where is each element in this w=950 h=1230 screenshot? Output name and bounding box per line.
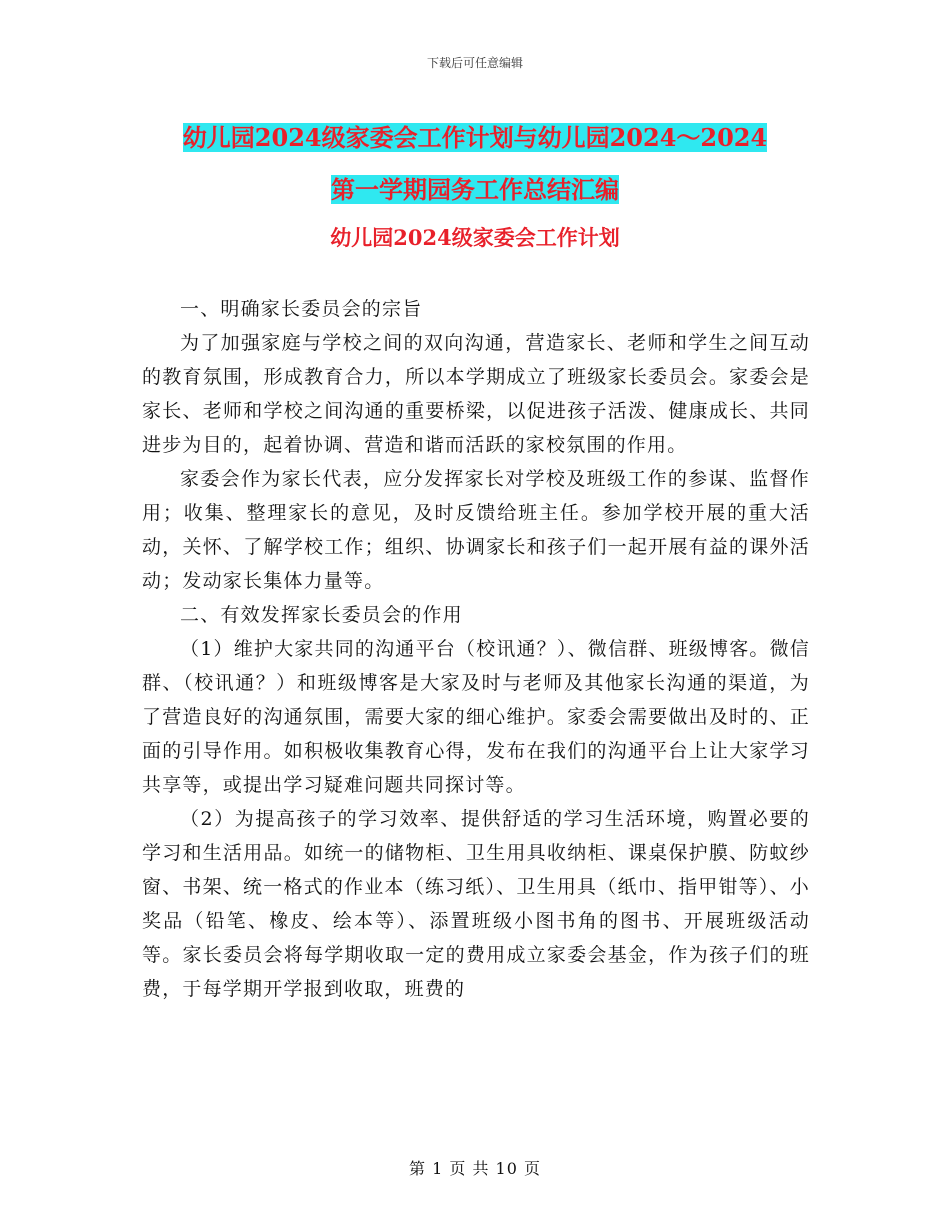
heading-purpose: 一、明确家长委员会的宗旨 bbox=[180, 298, 423, 320]
document-title-line2: 第一学期园务工作总结汇编 bbox=[331, 175, 619, 204]
heading-role: 二、有效发挥家长委员会的作用 bbox=[180, 604, 463, 626]
document-body bbox=[142, 292, 810, 1006]
paragraph: 家委会作为家长代表，应分发挥家长对学校及班级工作的参谋、监督作用；收集、整理家长的意见，及时反馈给班主任。参加学校开展的重大活动，关怀、了解学校工作；组织、协调家长和孩子们一起开展有益的课外活动；发动家长集体力量等。 bbox=[142, 468, 810, 592]
paragraph: （1）维护大家共同的沟通平台（校讯通？）、微信群、班级博客。微信群、（校讯通？）和班级博客是大家及时与老师及其他家长沟通的渠道，为了营造良好的沟通氛围，需要大家的细心维护。家委会需要做出及时的、正面的引导作用。如积极收集教育心得，发布在我们的沟通平台上让大家学习共享等，或提出学习疑难问题共同探讨等。 bbox=[142, 638, 810, 796]
document-title-line1: 幼儿园2024级家委会工作计划与幼儿园2024～2024 bbox=[182, 123, 768, 152]
document-title bbox=[140, 112, 810, 216]
page-number: 第 1 页 共 10 页 bbox=[409, 1159, 541, 1178]
section-title: 幼儿园2024级家委会工作计划 bbox=[330, 225, 620, 250]
paragraph: （2）为提高孩子的学习效率、提供舒适的学习生活环境，购置必要的学习和生活用品。如统一的储物柜、卫生用具收纳柜、课桌保护膜、防蚊纱窗、书架、统一格式的作业本（练习纸）、卫生用具（纸巾、指甲钳等）、小奖品（铅笔、橡皮、绘本等）、添置班级小图书角的图书、开展班级活动等。家长委员会将每学期收取一定的费用成立家委会基金，作为孩子们的班费，于每学期开学报到收取，班费的 bbox=[142, 808, 810, 1000]
header-note: 下载后可任意编辑 bbox=[426, 56, 523, 70]
paragraph: 为了加强家庭与学校之间的双向沟通，营造家长、老师和学生之间互动的教育氛围，形成教育合力，所以本学期成立了班级家长委员会。家委会是家长、老师和学校之间沟通的重要桥梁，以促进孩子活泼、健康成长、共同进步为目的，起着协调、营造和谐而活跃的家校氛围的作用。 bbox=[142, 332, 810, 456]
